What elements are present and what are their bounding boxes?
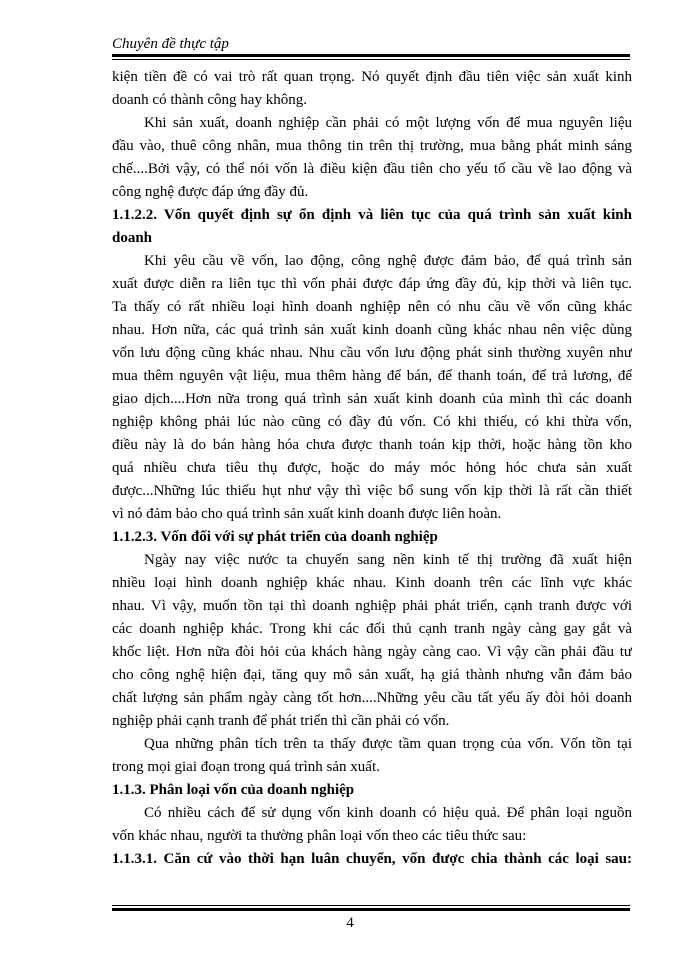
- footer-rule-thin: [112, 905, 630, 906]
- section-heading-line: 1.1.2.3. Vốn đối với sự phát triển của doanh nghiệp: [112, 529, 438, 545]
- paragraph-line: nghiệp phải cạnh tranh để phát triển thì cần phải có vốn.: [112, 713, 450, 729]
- section-heading-line: doanh: [112, 230, 153, 246]
- paragraph-line: mua thêm nguyên vật liệu, mua thêm hàng để bán, để thanh toán, để trả lương, để: [112, 368, 632, 384]
- paragraph-line: xuất được diễn ra liên tục thì vốn phải được đáp ứng đầy đủ, kịp thời và liên tục.: [112, 276, 632, 292]
- paragraph-line: nhiều loại hình doanh nghiệp khác nhau. Kinh doanh trên các lĩnh vực khác: [112, 575, 632, 591]
- paragraph-line: cho công nghệ hiện đại, tăng quy mô sản xuất, hạ giá thành nhưng vẫn đảm bảo: [112, 667, 632, 683]
- paragraph-line: trong mọi giai đoạn trong quá trình sản xuất.: [112, 759, 380, 775]
- paragraph-line: chất lượng sản phẩm ngày càng tốt hơn....Những yêu cầu tất yếu ấy đòi hỏi doanh: [112, 690, 632, 706]
- header-rule-thick: [112, 54, 630, 57]
- paragraph-line: Ta thấy có rất nhiều loại hình doanh nghiệp nên có nhu cầu về vốn cũng khác: [112, 299, 632, 315]
- paragraph-line: quá nhiều chưa tiêu thụ được, hoặc do máy móc hỏng hóc chưa sản xuất: [112, 460, 632, 476]
- paragraph-line: công nghệ được đáp ứng đầy đủ.: [112, 184, 309, 200]
- paragraph-line: vốn khác nhau, người ta thường phân loại vốn theo các tiêu thức sau:: [112, 828, 527, 844]
- page-header-title: Chuyên đề thực tập: [112, 36, 229, 52]
- paragraph-line: các doanh nghiệp khác. Trong khi các đối thủ cạnh tranh ngày càng gay gắt và: [112, 621, 632, 637]
- document-body: [112, 66, 632, 871]
- paragraph-line: kiện tiền đề có vai trò rất quan trọng. Nó quyết định đầu tiên việc sản xuất kinh: [112, 69, 632, 85]
- section-heading-line: 1.1.3. Phân loại vốn của doanh nghiệp: [112, 782, 355, 798]
- paragraph-line: nghiệp không phải lúc nào cũng có đầy đủ vốn. Có khi thiếu, có khi thừa vốn,: [112, 414, 632, 430]
- paragraph-line: doanh có thành công hay không.: [112, 92, 307, 108]
- paragraph-line: được...Những lúc thiếu hụt như vậy thì việc bổ sung vốn kịp thời là rất cần thiết: [112, 483, 632, 499]
- paragraph-line: giao dịch....Hơn nữa trong quá trình sản xuất kinh doanh của mình thì các doanh: [112, 391, 632, 407]
- paragraph-line: Khi yêu cầu về vốn, lao động, công nghệ được đảm bảo, để quá trình sản: [144, 253, 632, 269]
- paragraph-line: Có nhiều cách để sử dụng vốn kinh doanh có hiệu quả. Để phân loại nguồn: [144, 805, 632, 821]
- section-heading-line: 1.1.3.1. Căn cứ vào thời hạn luân chuyển, vốn được chia thành các loại sau:: [112, 851, 632, 867]
- section-heading-line: 1.1.2.2. Vốn quyết định sự ổn định và liên tục của quá trình sản xuất kinh: [112, 207, 632, 223]
- paragraph-line: nhau. Vì vậy, muốn tồn tại thì doanh nghiệp phải phát triển, cạnh tranh được với: [112, 598, 632, 614]
- paragraph-line: vốn lưu động cũng khác nhau. Nhu cầu vốn lưu động phát sinh thường xuyên như: [112, 345, 632, 361]
- footer-rule-thick: [112, 908, 630, 911]
- paragraph-line: Khi sản xuất, doanh nghiệp cần phải có một lượng vốn để mua nguyên liệu: [144, 115, 632, 131]
- paragraph-line: chế....Bởi vậy, có thể nói vốn là điều kiện đầu tiên cho yếu tố cầu về lao động và: [112, 161, 632, 177]
- paragraph-line: vì nó đảm bảo cho quá trình sản xuất kinh doanh được liên hoàn.: [112, 506, 502, 522]
- header-rule-thin: [112, 59, 630, 60]
- page-number: 4: [346, 915, 354, 931]
- paragraph-line: Qua những phân tích trên ta thấy được tầm quan trọng của vốn. Vốn tồn tại: [144, 736, 632, 752]
- paragraph-line: Ngày nay việc nước ta chuyển sang nền kinh tế thị trường đã xuất hiện: [144, 552, 632, 568]
- paragraph-line: khốc liệt. Hơn nữa đòi hỏi của khách hàng ngày càng cao. Vì vậy cần phải đầu tư: [112, 644, 632, 660]
- paragraph-line: đầu vào, thuê công nhân, mua thông tin trên thị trường, mua bằng phát minh sáng: [112, 138, 632, 154]
- paragraph-line: nhau. Hơn nữa, các quá trình sản xuất kinh doanh cũng khác nhau nên việc dùng: [112, 322, 632, 338]
- paragraph-line: điều này là do bán hàng hóa chưa được thanh toán kịp thời, hoặc hàng tồn kho: [112, 437, 632, 453]
